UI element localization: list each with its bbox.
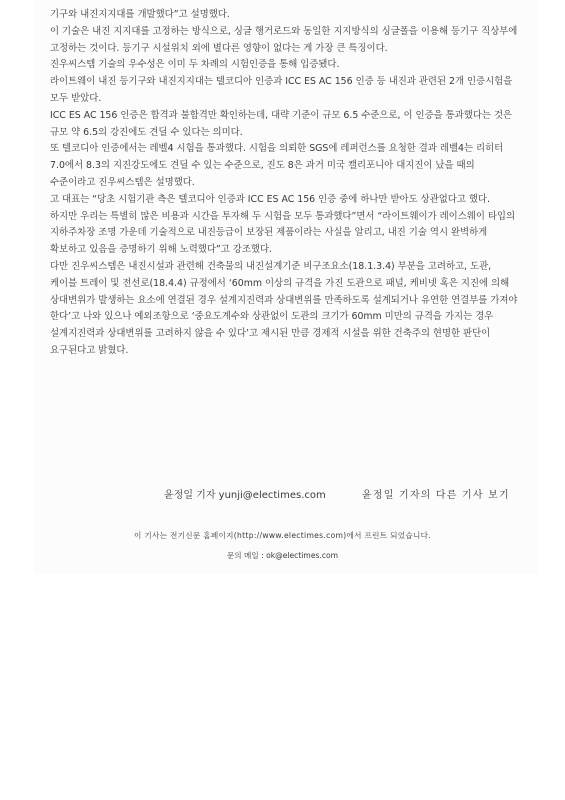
author-byline: 윤정일 기자 yunji@electimes.com [164,490,326,501]
article-body [50,7,518,360]
article-paragraph: 다만 진우씨스템은 내진시설과 관련해 건축물의 내진설계기준 비구조요소(18.1.3.4) 부분을 고려하고, 도관, 케이블 트레이 및 전선로(18.4.4) 규정에서 ‘60mm 이상의 규격을 가진 도관으로 패널, 케비넷 혹은 지진에 의해 상대변위가 발생하는 요소에 연결된 경우 설계지진력과 상대변위를 만족하도록 설계되거나 유연한 연결부를 가져야 한다’고 나와 있으나 예외조항으로 ‘중요도계수와 상관없이 도관의 크기가 60mm 미만의 규격을 가지는 경우 설계지진력과 상대변위를 고려하지 않을 수 있다’고 제시된 만큼 경제적 시설을 위한 건축주의 현명한 판단이 요구된다고 밝혔다. [50,260,518,356]
article-paragraph: 라이트웨이 내진 등기구와 내진지지대는 텔코디아 인증과 ICC ES AC 156 인증 등 내진과 관련된 2개 인증시험을 모두 받았다. [50,76,513,104]
article-paragraph: 이 기술은 내진 지지대를 고정하는 방식으로, 싱글 행거로드와 동일한 지지방식의 싱글폴을 이용해 등기구 직상부에 고정하는 것이다. 등기구 시설위치 외에 별다른 영향이 없다는 게 가장 큰 특징이다. [50,25,518,54]
print-notice: 이 기사는 전기신문 홈페이지(http://www.electimes.com)에서 프린트 되었습니다. [134,531,431,540]
article-paragraph: 고 대표는 “당초 시험기관 측은 텔코디아 인증과 ICC ES AC 156 인증 중에 하나만 받아도 상관없다고 했다. 하지만 우리는 특별히 많은 비용과 시간을 투자해 두 시험을 모두 통과했다”면서 “라이트웨이가 레이스웨이 타입의 지하주차장 조명 가운데 기술적으로 내진등급이 보장된 제품이라는 사실을 알리고, 내진 기술 역시 완벽하게 확보하고 있음을 증명하기 위해 노력했다”고 강조했다. [50,193,516,256]
byline [0,486,565,506]
contact-email: 문의 메일 : ok@electimes.com [226,551,339,560]
article-paragraph: 또 텔코디아 인증에서는 레벨4 시험을 통과했다. 시험을 의뢰한 SGS에 레퍼런스를 요청한 결과 레벨4는 리히터 7.0에서 8.3의 지진강도에도 견딜 수 있는 수준으로, 진도 8은 과거 미국 캘리포니아 대지진이 났을 때의 수준이라고 진우씨스템은 설명했다. [50,143,504,188]
article-paragraph: ICC ES AC 156 인증은 합격과 불합격만 확인하는데, 대략 기준이 규모 6.5 수준으로, 이 인증을 통과했다는 것은 규모 약 6.5의 강진에도 견딜 수 있다는 의미다. [50,109,513,138]
more-articles-link[interactable]: 윤정일 기자의 다른 기사 보기 [362,490,510,501]
article-paragraph: 진우씨스템 기술의 우수성은 이미 두 차례의 시험인증을 통해 입증됐다. [50,59,340,71]
article-paragraph: 기구와 내진지지대를 개발했다”고 설명했다. [50,9,230,20]
